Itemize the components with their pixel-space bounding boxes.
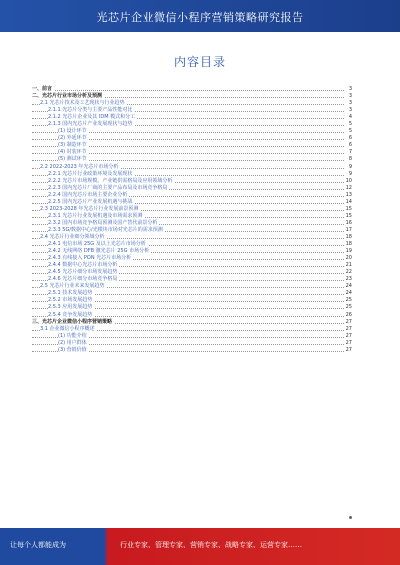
toc-entry-text: (3) 制造环节 <box>58 142 87 149</box>
toc-page-number: 22 <box>345 269 352 276</box>
toc-page-number: 15 <box>345 212 352 219</box>
toc-page-number: 3 <box>348 100 352 107</box>
toc-page-number: 12 <box>345 184 352 191</box>
toc-page-number: 27 <box>345 318 352 325</box>
toc-page-number: 27 <box>345 332 352 339</box>
toc-entry-text: 2.2 2022-2023 年光芯片市场分析 <box>40 163 119 170</box>
toc-entry-text: 2.2.3 国内光芯片厂商的主要产品布局及市场竞争格局 <box>48 184 168 191</box>
toc-page-number: 20 <box>345 255 352 262</box>
toc-page-number: 8 <box>348 156 352 163</box>
toc-entry-text: 2.2.2 光芯片市场规模、产业链供需格局及应用领域分析 <box>48 177 173 184</box>
toc-entry[interactable] <box>32 178 352 185</box>
toc-entry-text: 2.2.1 光芯片行业政策环境及发展现状 <box>48 170 133 177</box>
toc-entry-text: 2.5.3 应用发展趋势 <box>48 304 93 311</box>
toc-page-number: 15 <box>345 205 352 212</box>
toc-entry-text: (1) 设计环节 <box>58 128 87 135</box>
toc-entry-text: 2.4.6 光芯片细分市场竞争格局 <box>48 276 118 283</box>
toc-entry-text: 三、光芯片企业微信小程序营销策略 <box>32 318 113 325</box>
toc-page-number: 27 <box>345 339 352 346</box>
toc-page-number: 4 <box>348 114 352 121</box>
toc-entry[interactable] <box>32 192 352 199</box>
toc-entry[interactable] <box>32 213 352 220</box>
toc-entry-text: (4) 封装环节 <box>58 149 87 156</box>
footer-tagline: 行业专家、管理专家、营销专家、战略专家、运营专家…… <box>120 541 302 549</box>
toc-entry-text: 2.2.4 国内光芯片市场主要企业分析 <box>48 191 128 198</box>
toc-entry[interactable] <box>32 347 352 354</box>
toc-page-number: 14 <box>345 198 352 205</box>
toc-heading: 内容目录 <box>173 55 226 69</box>
toc-entry-text: 2.5.4 竞争发展趋势 <box>48 311 93 318</box>
toc-entry[interactable] <box>32 304 352 311</box>
toc-page-number: 6 <box>348 135 352 142</box>
toc-page-number: 5 <box>348 121 352 128</box>
toc-entry-text: 2.5.1 技术发展趋势 <box>48 290 93 297</box>
toc-entry-text: 2.3.1 光芯片行业发展机遇及市场需求预测 <box>48 212 143 219</box>
toc-entry-text: (2) 外延环节 <box>58 135 87 142</box>
toc-entry[interactable] <box>32 185 352 192</box>
toc-page-number: 3 <box>348 107 352 114</box>
toc-entry-text: 2.3.3 5G/数据中心/光模块市场对光芯片的需求预测 <box>48 226 163 233</box>
toc-entry-text: 2.4.5 光芯片细分市场发展趋势 <box>48 269 118 276</box>
toc-page-number: 24 <box>345 283 352 290</box>
page-dot <box>349 516 352 519</box>
toc-entry[interactable] <box>32 333 352 340</box>
toc-entry[interactable] <box>32 340 352 347</box>
toc-page-number: 17 <box>345 226 352 233</box>
toc-entry-text: 2.4.3 有线接入 PON 光芯片市场分析 <box>48 255 132 262</box>
toc-page-number: 27 <box>345 325 352 332</box>
toc-entry[interactable] <box>32 319 352 326</box>
toc-page-number: 7 <box>348 149 352 156</box>
toc-page-number: 19 <box>345 248 352 255</box>
toc-entry-text: (1) 功能介绍 <box>58 332 87 339</box>
toc-entry-text: 2.4.4 数据中心光芯片市场分析 <box>48 262 118 269</box>
toc-entry[interactable] <box>32 164 352 171</box>
toc-page-number: 3 <box>348 86 352 92</box>
table-of-contents <box>32 86 352 354</box>
toc-entry[interactable] <box>32 234 352 241</box>
toc-entry[interactable] <box>32 156 352 163</box>
toc-entry-text: (2) 用户群体 <box>58 339 87 346</box>
toc-page-number: 18 <box>345 233 352 240</box>
toc-entry-text: 2.3.2 国内市场竞争格局预测及国产替代前景分析 <box>48 219 158 226</box>
toc-page-number: 16 <box>345 219 352 226</box>
toc-page-number: 26 <box>345 311 352 318</box>
toc-entry-text: 2.3 2023-2028 年光芯片行业发展前景预测 <box>40 205 139 212</box>
toc-page-number: 25 <box>345 304 352 311</box>
toc-page-number: 27 <box>345 346 352 353</box>
toc-page-number: 24 <box>345 290 352 297</box>
footer-slogan: 让每个人都能成为 <box>10 541 66 549</box>
toc-entry-text: 一、前言 <box>32 86 53 92</box>
toc-entry-text: 3.1 企业微信小程序概述 <box>40 325 95 332</box>
toc-leader-dots <box>32 90 344 91</box>
toc-entry-text: 2.4 光芯片行业细分领域分析 <box>40 233 105 240</box>
toc-entry-text: 2.1.2 光芯片企业及其 IDM 模式和分工 <box>48 114 136 121</box>
toc-entry[interactable] <box>32 206 352 213</box>
toc-entry-text: 2.5.2 市场发展趋势 <box>48 297 93 304</box>
toc-entry-text: (3) 营销价值 <box>58 346 87 353</box>
toc-entry-text: 2.1.3 国内光芯片产业发展现状与趋势 <box>48 121 133 128</box>
toc-entry[interactable] <box>32 326 352 333</box>
toc-entry[interactable] <box>32 171 352 178</box>
toc-page-number: 23 <box>345 276 352 283</box>
toc-entry[interactable] <box>32 86 352 93</box>
toc-entry[interactable] <box>32 227 352 234</box>
toc-page-number: 25 <box>345 297 352 304</box>
toc-entry-text: (5) 测试环节 <box>58 156 87 163</box>
toc-entry-text: 2.1 光芯片技术及工艺现状与行业趋势 <box>40 100 125 107</box>
toc-entry-text: 2.4.1 电信市场 25G 及以上光芯片市场分析 <box>48 241 146 248</box>
toc-page-number: 9 <box>348 163 352 170</box>
document-title: 光芯片企业微信小程序营销策略研究报告 <box>96 11 304 24</box>
toc-page-number: 9 <box>348 170 352 177</box>
toc-entry-text: 2.5 光芯片行业未来发展趋势 <box>40 283 105 290</box>
toc-page-number: 3 <box>348 93 352 100</box>
toc-entry[interactable] <box>32 312 352 319</box>
toc-entry[interactable] <box>32 220 352 227</box>
toc-page-number: 21 <box>345 262 352 269</box>
toc-entry-text: 二、光芯片行业市场分析及预测 <box>32 93 103 100</box>
toc-entry-text: 2.1.1 光芯片分类与主要产品性能对比 <box>48 107 133 114</box>
toc-page-number: 6 <box>348 142 352 149</box>
toc-entry-text: 2.2.5 国内光芯片产业发展机遇与挑战 <box>48 198 133 205</box>
toc-entry-text: 2.4.2 无线网络 DFB 激光芯片 25G 市场分析 <box>48 248 150 255</box>
toc-page-number: 13 <box>345 191 352 198</box>
toc-page-number: 10 <box>345 177 352 184</box>
toc-page-number: 18 <box>345 241 352 248</box>
toc-page-number: 5 <box>348 128 352 135</box>
toc-entry[interactable] <box>32 199 352 206</box>
